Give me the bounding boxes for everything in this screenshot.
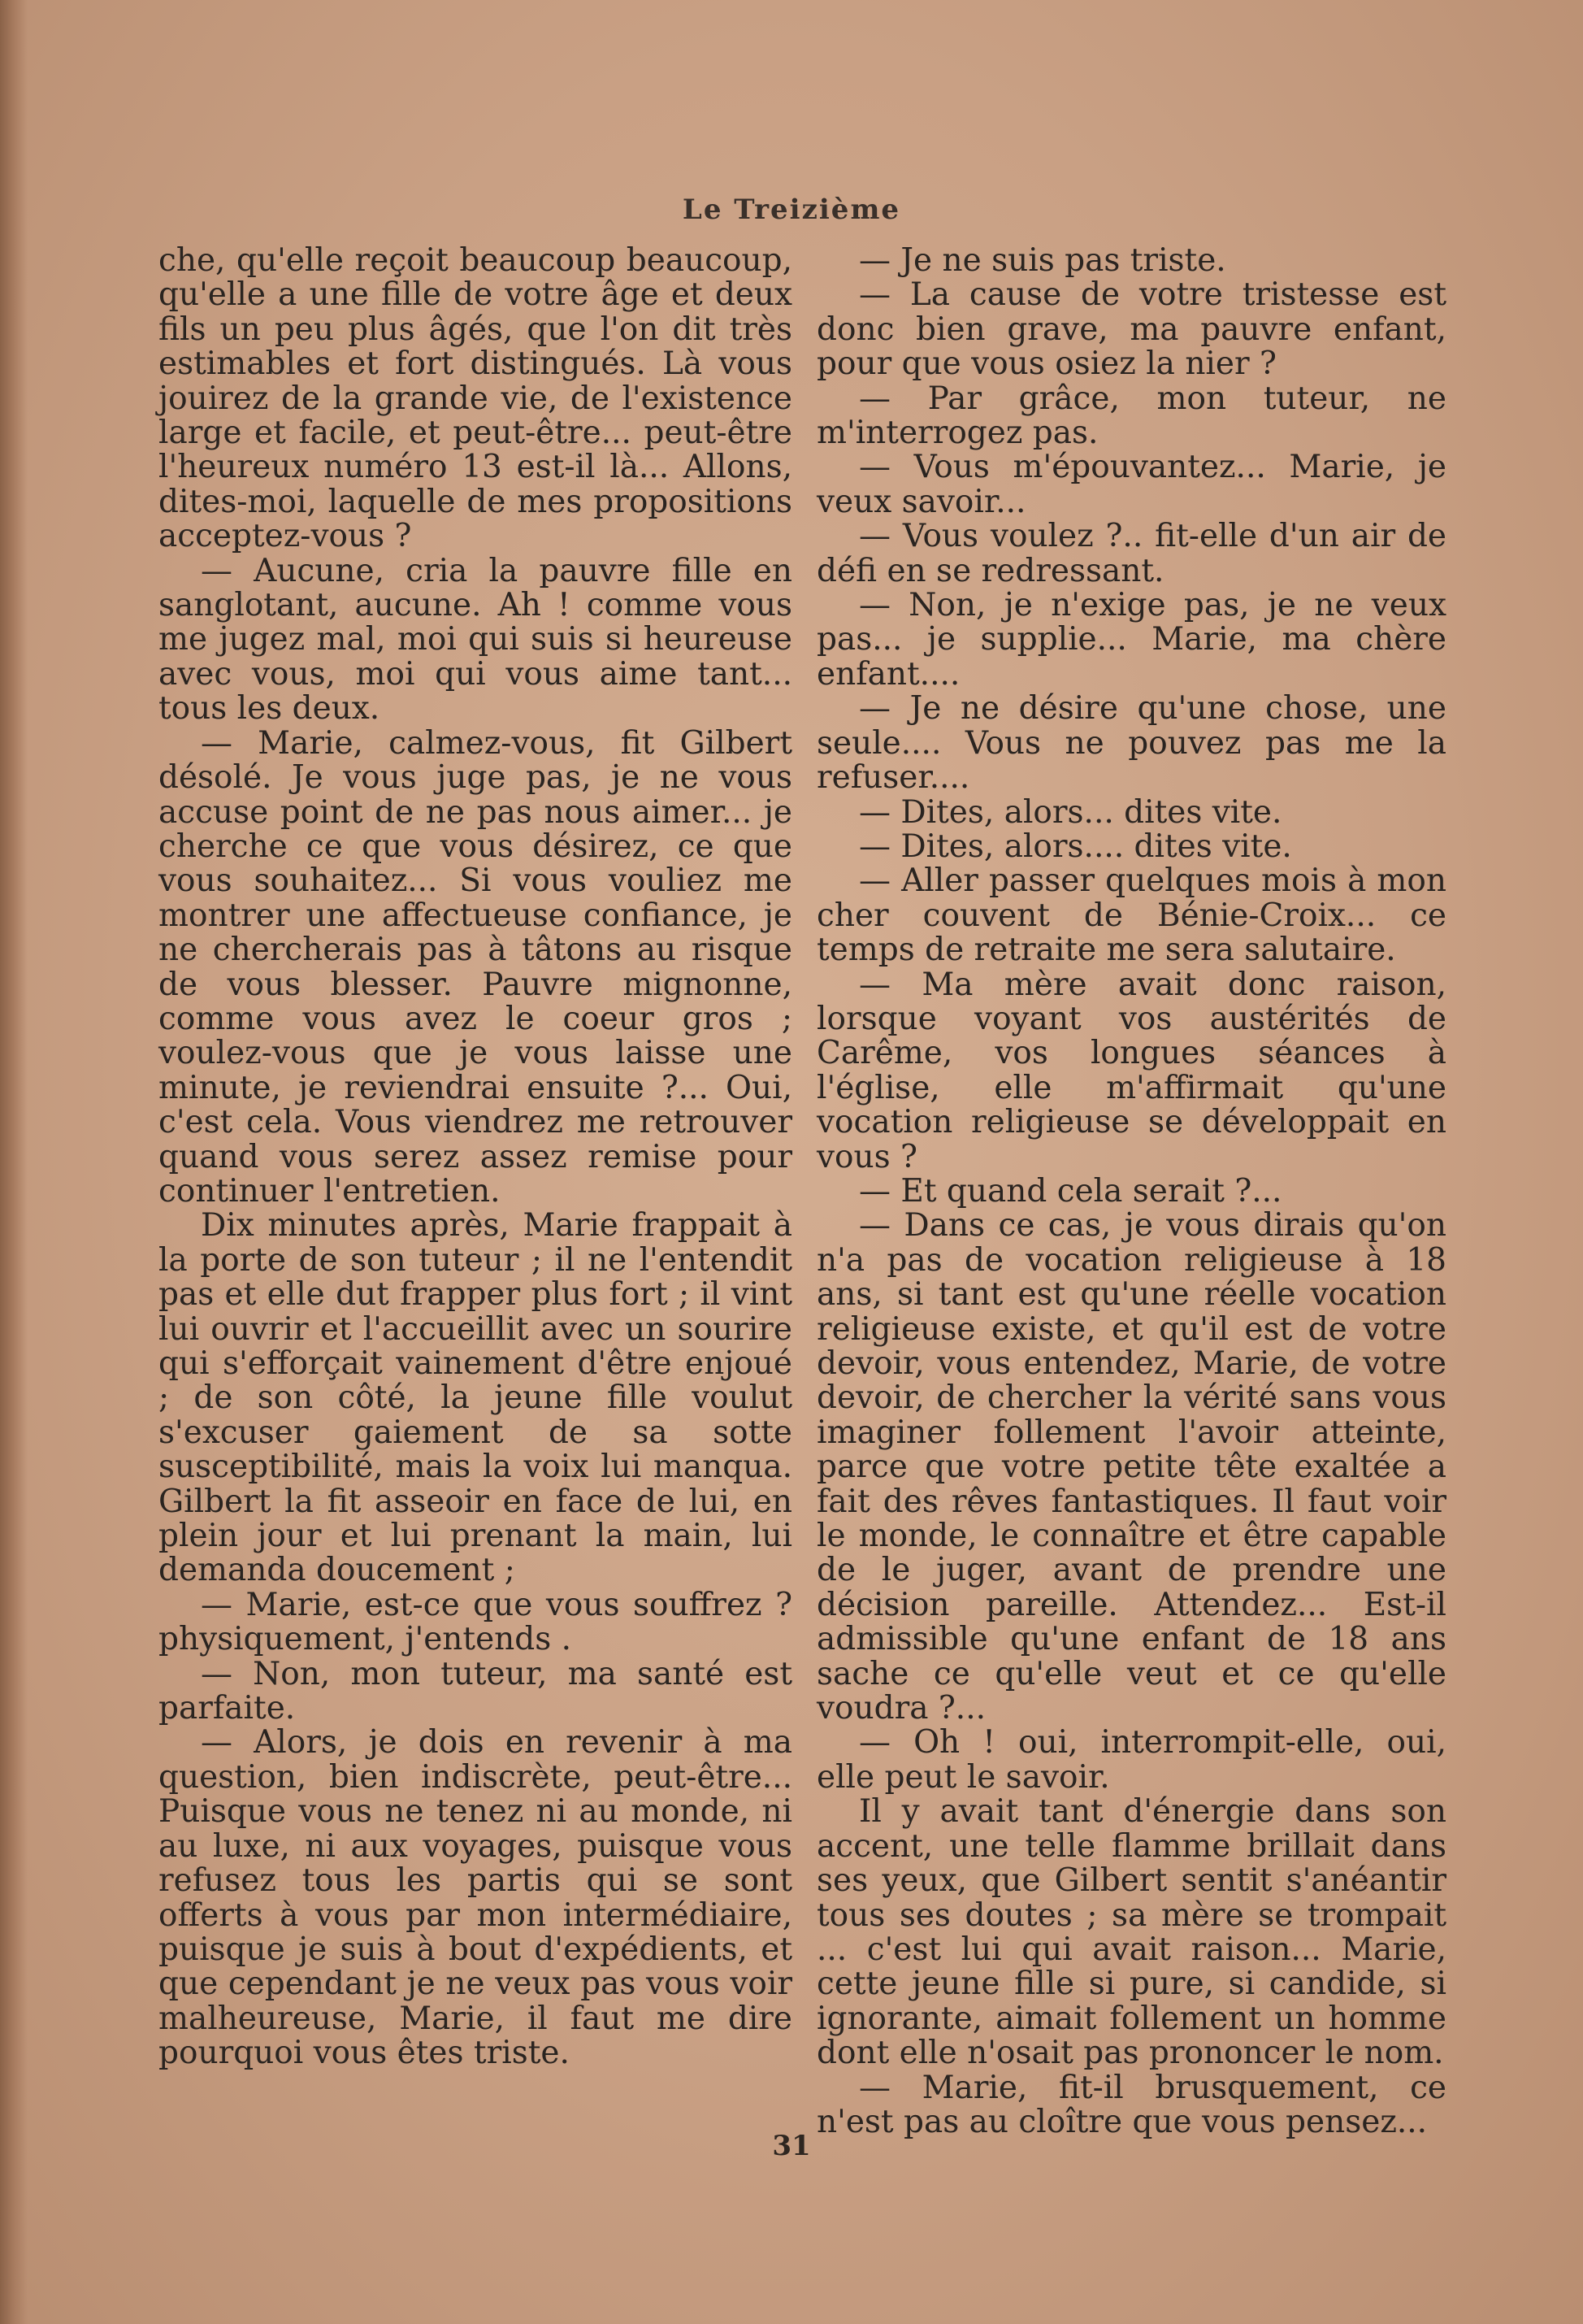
paragraph: — Non, je n'exige pas, je ne veux pas... je supplie... Marie, ma chère enfant.... (817, 587, 1446, 693)
left-column (158, 244, 792, 2071)
paragraph: — Marie, fit-il brusquement, ce n'est pas au cloître que vous pensez... (817, 2069, 1446, 2140)
paragraph: — Marie, est-ce que vous souffrez ? physiquement, j'entends . (158, 1586, 792, 1658)
paragraph: — Vous m'épouvantez... Marie, je veux savoir... (817, 449, 1446, 520)
paragraph: — Par grâce, mon tuteur, ne m'interrogez pas. (817, 380, 1446, 452)
paragraph: — Aucune, cria la pauvre fille en sanglotant, aucune. Ah ! comme vous me jugez mal, moi qui suis si heureuse avec vous, moi qui vous aime tant... tous les deux. (158, 552, 792, 728)
paragraph: che, qu'elle reçoit beaucoup beaucoup, qu'elle a une fille de votre âge et deux fils un peu plus âgés, que l'on dit très estimables et fort distingués. Là vous jouirez de la grande vie, de l'existence large et facile, et peut-être... peut-être l'heureux numéro 13 est-il là... Allons, dites-moi, laquelle de mes propositions acceptez-vous ? (158, 242, 792, 555)
paragraph: — La cause de votre tristesse est donc bien grave, ma pauvre enfant, pour que vous osiez la nier ? (817, 276, 1446, 383)
paragraph: — Dites, alors... dites vite. (859, 793, 1282, 831)
running-title: Le Treizième (682, 193, 901, 226)
paragraph: — Non, mon tuteur, ma santé est parfaite. (158, 1655, 792, 1727)
page-binding-edge (0, 0, 28, 2324)
paragraph: — Vous voulez ?.. fit-elle d'un air de défi en se redressant. (817, 518, 1446, 589)
paragraph: — Oh ! oui, interrompit-elle, oui, elle peut le savoir. (817, 1724, 1446, 1796)
paragraph: — Dites, alors.... dites vite. (859, 828, 1292, 865)
paragraph: — Je ne désire qu'une chose, une seule.... Vous ne pouvez pas me la refuser.... (817, 690, 1446, 797)
paragraph: — Je ne suis pas triste. (859, 242, 1226, 279)
paragraph: Il y avait tant d'énergie dans son accent, une telle flamme brillait dans ses yeux, que Gilbert sentit s'anéantir tous ses doutes ; sa mère se trompait ... c'est lui qui avait raison... Marie, cette jeune fille si pure, si candide, si ignorante, aimait follement un homme dont elle n'osait pas prononcer le nom. (817, 1793, 1446, 2072)
paragraph: — Marie, calmez-vous, fit Gilbert désolé. Je vous juge pas, je ne vous accuse point de ne pas nous aimer... je cherche ce que vous désirez, ce que vous souhaitez... Si vous vouliez me montrer une affectueuse confiance, je ne chercherais pas à tâtons au risque de vous blesser. Pauvre mignonne, comme vous avez le coeur gros ; voulez-vous que je vous laisse une minute, je reviendrai ensuite ?... Oui, c'est cela. Vous viendrez me retrouver quand vous serez assez remise pour continuer l'entretien. (158, 724, 792, 1210)
paragraph: — Alors, je dois en revenir à ma question, bien indiscrète, peut-être... Puisque vous ne tenez ni au monde, ni au luxe, ni aux voyages, puisque vous refusez tous les partis qui se sont offerts à vous par mon intermédiaire, puisque je suis à bout d'expédients, et que cependant je ne veux pas vous voir malheureuse, Marie, il faut me dire pourquoi vous êtes triste. (158, 1724, 792, 2072)
right-column (817, 244, 1446, 2139)
paragraph: — Aller passer quelques mois à mon cher couvent de Bénie-Croix... ce temps de retraite me sera salutaire. (817, 862, 1446, 969)
paragraph: — Ma mère avait donc raison, lorsque voyant vos austérités de Carême, vos longues séances à l'église, elle m'affirmait qu'une vocation religieuse se développait en vous ? (817, 966, 1446, 1175)
paragraph: Dix minutes après, Marie frappait à la porte de son tuteur ; il ne l'entendit pas et elle dut frapper plus fort ; il vint lui ouvrir et l'accueillit avec un sourire qui s'efforçait vainement d'être enjoué ; de son côté, la jeune fille voulut s'excuser gaiement de sa sotte susceptibilité, mais la voix lui manqua. Gilbert la fit asseoir en face de lui, en plein jour et lui prenant la main, lui demanda doucement ; (158, 1207, 792, 1589)
page-number: 31 (772, 2130, 811, 2162)
paragraph: — Et quand cela serait ?... (859, 1172, 1282, 1210)
paragraph: — Dans ce cas, je vous dirais qu'on n'a pas de vocation religieuse à 18 ans, si tant est qu'une réelle vocation religieuse existe, et qu'il est de votre devoir, vous entendez, Marie, de votre devoir, de chercher la vérité sans vous imaginer follement l'avoir atteinte, parce que votre petite tête exaltée a fait des rêves fantastiques. Il faut voir le monde, le connaître et être capable de le juger, avant de prendre une décision pareille. Attendez... Est-il admissible qu'une enfant de 18 ans sache ce qu'elle veut et ce qu'elle voudra ?... (817, 1207, 1446, 1727)
